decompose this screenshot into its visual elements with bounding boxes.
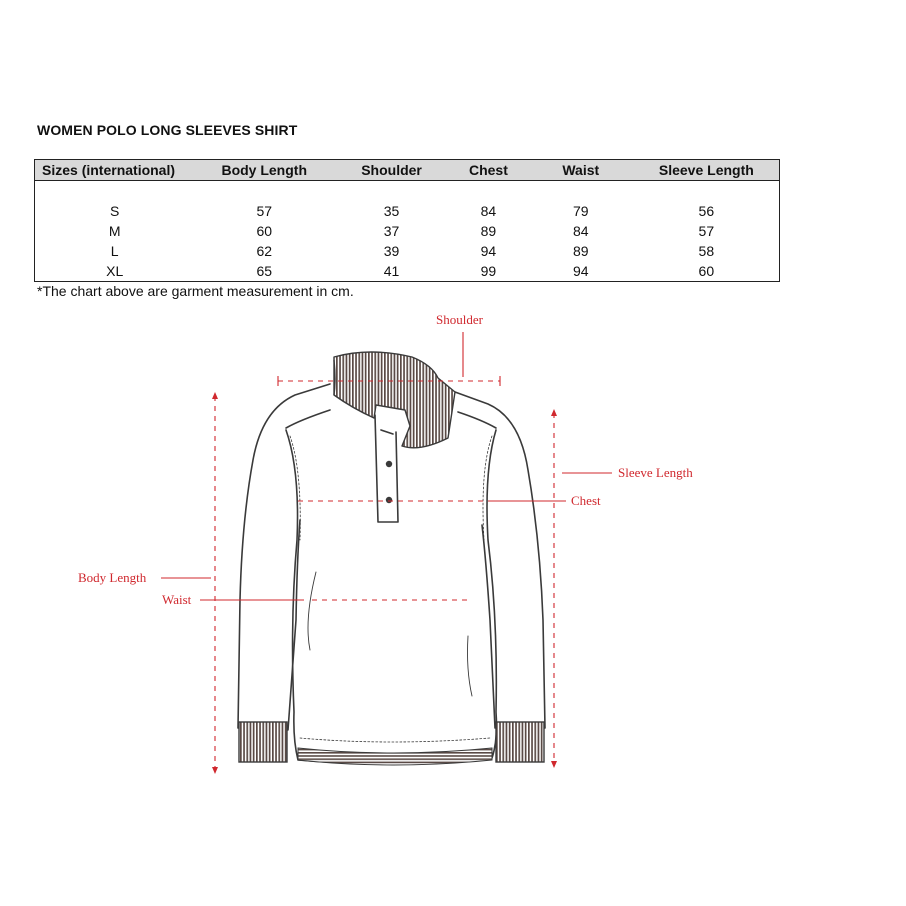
shirt-outline <box>238 384 545 764</box>
column-header: Body Length <box>194 160 334 181</box>
chart-title: WOMEN POLO LONG SLEEVES SHIRT <box>37 122 298 138</box>
table-cell: 89 <box>480 223 497 239</box>
table-cell: 41 <box>383 263 400 279</box>
right-cuff <box>496 722 544 762</box>
collar <box>334 352 455 448</box>
table-cell: 84 <box>480 203 497 219</box>
table-cell: 57 <box>698 223 715 239</box>
table-cell: 60 <box>698 263 715 279</box>
size-cell: S <box>110 203 120 219</box>
table-cell: 99 <box>480 263 497 279</box>
table-cell: 94 <box>480 243 497 259</box>
size-cell: XL <box>106 263 124 279</box>
table-cell: 35 <box>383 203 400 219</box>
hem-band <box>298 748 492 765</box>
button-icon <box>386 497 392 503</box>
button-icon <box>386 461 392 467</box>
column-header: Shoulder <box>334 160 449 181</box>
table-cell: 94 <box>572 263 589 279</box>
table-cell: 79 <box>572 203 589 219</box>
waist-label: Waist <box>162 592 192 607</box>
table-cell: 84 <box>572 223 589 239</box>
shoulder-label: Shoulder <box>436 312 483 327</box>
table-cell: 57 <box>256 203 273 219</box>
table-cell: 39 <box>383 243 400 259</box>
size-cell: L <box>110 243 119 259</box>
column-header: Sleeve Length <box>634 160 780 181</box>
size-cell: M <box>108 223 121 239</box>
column-header: Chest <box>449 160 528 181</box>
left-cuff <box>239 722 287 762</box>
table-cell: 65 <box>256 263 273 279</box>
chest-label: Chest <box>571 493 601 508</box>
table-cell: 56 <box>698 203 715 219</box>
sleeve-length-label: Sleeve Length <box>618 465 693 480</box>
column-header: Waist <box>528 160 634 181</box>
table-cell: 62 <box>256 243 273 259</box>
measurement-note: *The chart above are garment measurement in cm. <box>37 283 354 299</box>
table-cell: 58 <box>698 243 715 259</box>
table-cell: 89 <box>572 243 589 259</box>
buttons <box>386 461 392 503</box>
column-header: Sizes (international) <box>35 160 195 181</box>
table-cell: 60 <box>256 223 273 239</box>
table-cell: 37 <box>383 223 400 239</box>
body-length-label: Body Length <box>78 570 147 585</box>
